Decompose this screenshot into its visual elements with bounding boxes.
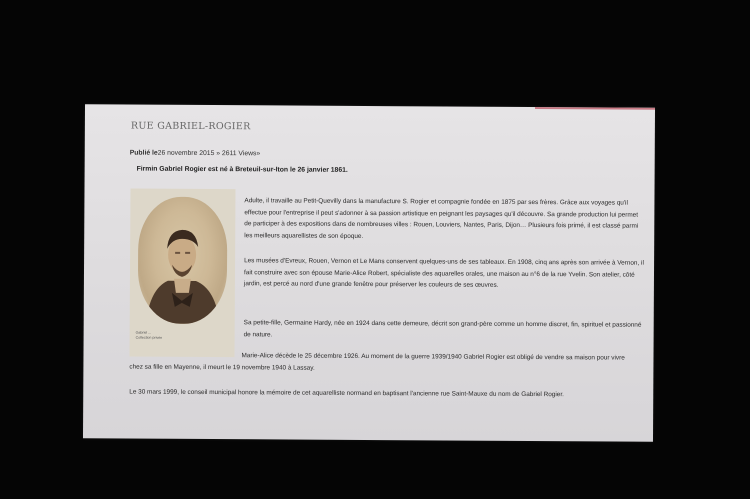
article-paragraph-1: Adulte, il travaille au Petit-Quevilly dans la manufacture S. Rogier et compagnie fondée en 1875 par ses frères. Grâce aux voyages qu'il effectue pour l'entreprise il peut s'adonner à sa passion artistique en peignant les paysages qu'il découvre. Sa grande production lui permet de participer à des expositions dans de nombreuses villes : Rouen, Louviers, Nantes, Paris, Dijon… Plusieurs fois primé, il est classé parmi les meilleurs aquarellistes de son époque.: [244, 197, 639, 240]
photo-caption: [136, 331, 163, 341]
meta-date-views: 26 novembre 2015 » 2611 Views»: [157, 149, 261, 158]
article-title: RUE GABRIEL-ROGIER: [130, 120, 251, 133]
printed-article-sheet: [83, 104, 655, 441]
article-lead: Firmin Gabriel Rogier est né à Breteuil-sur-Iton le 26 janvier 1861.: [136, 165, 348, 174]
portrait-figure: [138, 197, 228, 325]
article-meta: [130, 150, 261, 158]
meta-published-label: Publié le: [129, 149, 158, 157]
portrait-photo: [138, 197, 228, 325]
paper-red-edge: [535, 107, 655, 110]
photo-caption-collection: Collection privée: [135, 335, 163, 340]
portrait-photo-card: [129, 189, 235, 358]
article-paragraph-4: Marie-Alice décède le 25 décembre 1926. Au moment de la guerre 1939/1940 Gabriel Rogier est obligé de vendre sa maison pour vivre chez sa fille en Mayenne, il meurt le 19 novembre 1940 à Lassay.: [129, 352, 625, 372]
article-paragraph-2: Les musées d'Evreux, Rouen, Vernon et Le Mans conservent quelques-uns de ses tableaux. En 1908, cinq ans après son arrivée à Vernon, il fait construire avec son épouse Marie-Alice Robert, spécialiste des aquarelles orales, une maison au n°6 de la rue Yvelin. Son atelier, côté jardin, est percé au nord d'une grande fenêtre pour préserver les couleurs de ses œuvres.: [243, 257, 644, 289]
article-paragraph-5: Le 30 mars 1999, le conseil municipal honore la mémoire de cet aquarelliste normand en baptisant l'ancienne rue Saint-Mauxe du nom de Gabriel Rogier.: [129, 388, 564, 399]
article-paragraph-3: Sa petite-fille, Germaine Hardy, née en 1924 dans cette demeure, décrit son grand-père comme un homme discret, fin, spirituel et passionné de nature.: [243, 319, 642, 339]
photo-caption-name: Gabriel ...: [135, 330, 152, 335]
